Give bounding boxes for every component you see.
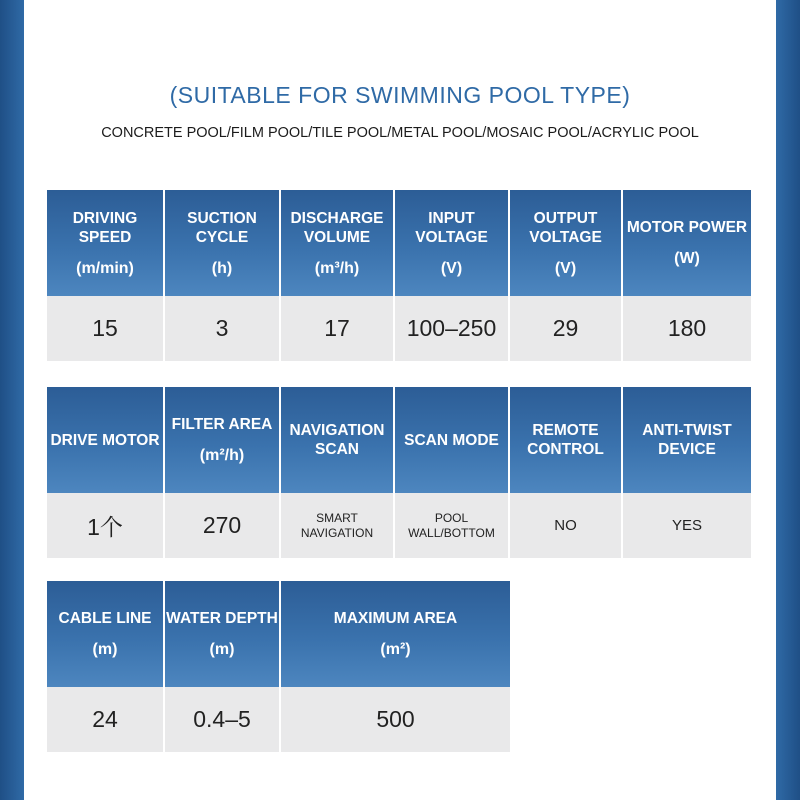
header-name: INPUT VOLTAGE — [415, 209, 488, 246]
value-cell: 270 — [165, 493, 281, 558]
value-cell: 17 — [281, 296, 395, 361]
header-unit: (m) — [92, 641, 118, 658]
header-name: DRIVE MOTOR — [50, 431, 160, 449]
value-row — [47, 493, 751, 558]
header-name: CABLE LINE — [58, 610, 152, 627]
header-unit: (m²) — [380, 641, 411, 658]
header-unit: (m) — [209, 641, 235, 658]
header-cell — [47, 190, 165, 296]
header-unit: (m³/h) — [314, 259, 360, 277]
header-name: NAVIGATION SCAN — [289, 422, 385, 458]
value-cell: 500 — [281, 687, 510, 752]
value-cell: 24 — [47, 687, 165, 752]
header-name: ANTI-TWIST DEVICE — [642, 422, 732, 458]
header-name: FILTER AREA — [171, 416, 273, 433]
header-cell — [281, 581, 510, 687]
header-name: DISCHARGE VOLUME — [290, 209, 384, 246]
value-cell: NO — [510, 493, 623, 558]
header-cell — [623, 190, 751, 296]
header-unit: (m/min) — [76, 259, 134, 277]
header-cell — [281, 190, 395, 296]
header-cell — [281, 387, 395, 493]
spec-table-2 — [47, 387, 751, 558]
header-cell — [510, 190, 623, 296]
header-cell — [165, 190, 281, 296]
page-heading: (SUITABLE FOR SWIMMING POOL TYPE) — [169, 82, 631, 108]
header-row — [47, 581, 510, 687]
header-name: DRIVING SPEED — [72, 209, 138, 246]
header-unit: (V) — [440, 259, 463, 277]
spec-table-1 — [47, 190, 751, 361]
header-name: REMOTE CONTROL — [527, 422, 604, 458]
value-cell: POOL WALL/BOTTOM — [395, 493, 510, 558]
pool-types-line: CONCRETE POOL/FILM POOL/TILE POOL/METAL POOL/MOSAIC POOL/ACRYLIC POOL — [101, 125, 699, 141]
header-name: SUCTION CYCLE — [187, 209, 257, 246]
header-name: MOTOR POWER — [626, 219, 748, 236]
header-name: OUTPUT VOLTAGE — [529, 209, 602, 246]
value-cell: YES — [623, 493, 751, 558]
value-cell: 100–250 — [395, 296, 510, 361]
value-cell: 180 — [623, 296, 751, 361]
value-cell: 3 — [165, 296, 281, 361]
header-cell — [165, 387, 281, 493]
header-cell — [395, 190, 510, 296]
value-cell: 15 — [47, 296, 165, 361]
value-cell: 29 — [510, 296, 623, 361]
header-name: MAXIMUM AREA — [333, 610, 458, 627]
header-cell — [47, 387, 165, 493]
header-cell — [623, 387, 751, 493]
spec-table-3 — [47, 581, 510, 752]
value-cell: 0.4–5 — [165, 687, 281, 752]
header-unit: (V) — [554, 259, 577, 277]
value-cell: 1个 — [47, 493, 165, 558]
header-cell — [510, 387, 623, 493]
header-unit: (h) — [211, 259, 233, 277]
header-row — [47, 387, 751, 493]
header-name: SCAN MODE — [404, 431, 499, 449]
header-unit: (W) — [674, 250, 700, 267]
value-cell: SMART NAVIGATION — [281, 493, 395, 558]
value-row — [47, 687, 510, 752]
header-name: WATER DEPTH — [166, 610, 278, 627]
header-row — [47, 190, 751, 296]
header-cell — [165, 581, 281, 687]
header-cell — [47, 581, 165, 687]
header-unit: (m²/h) — [199, 447, 245, 464]
header-cell — [395, 387, 510, 493]
value-row — [47, 296, 751, 361]
